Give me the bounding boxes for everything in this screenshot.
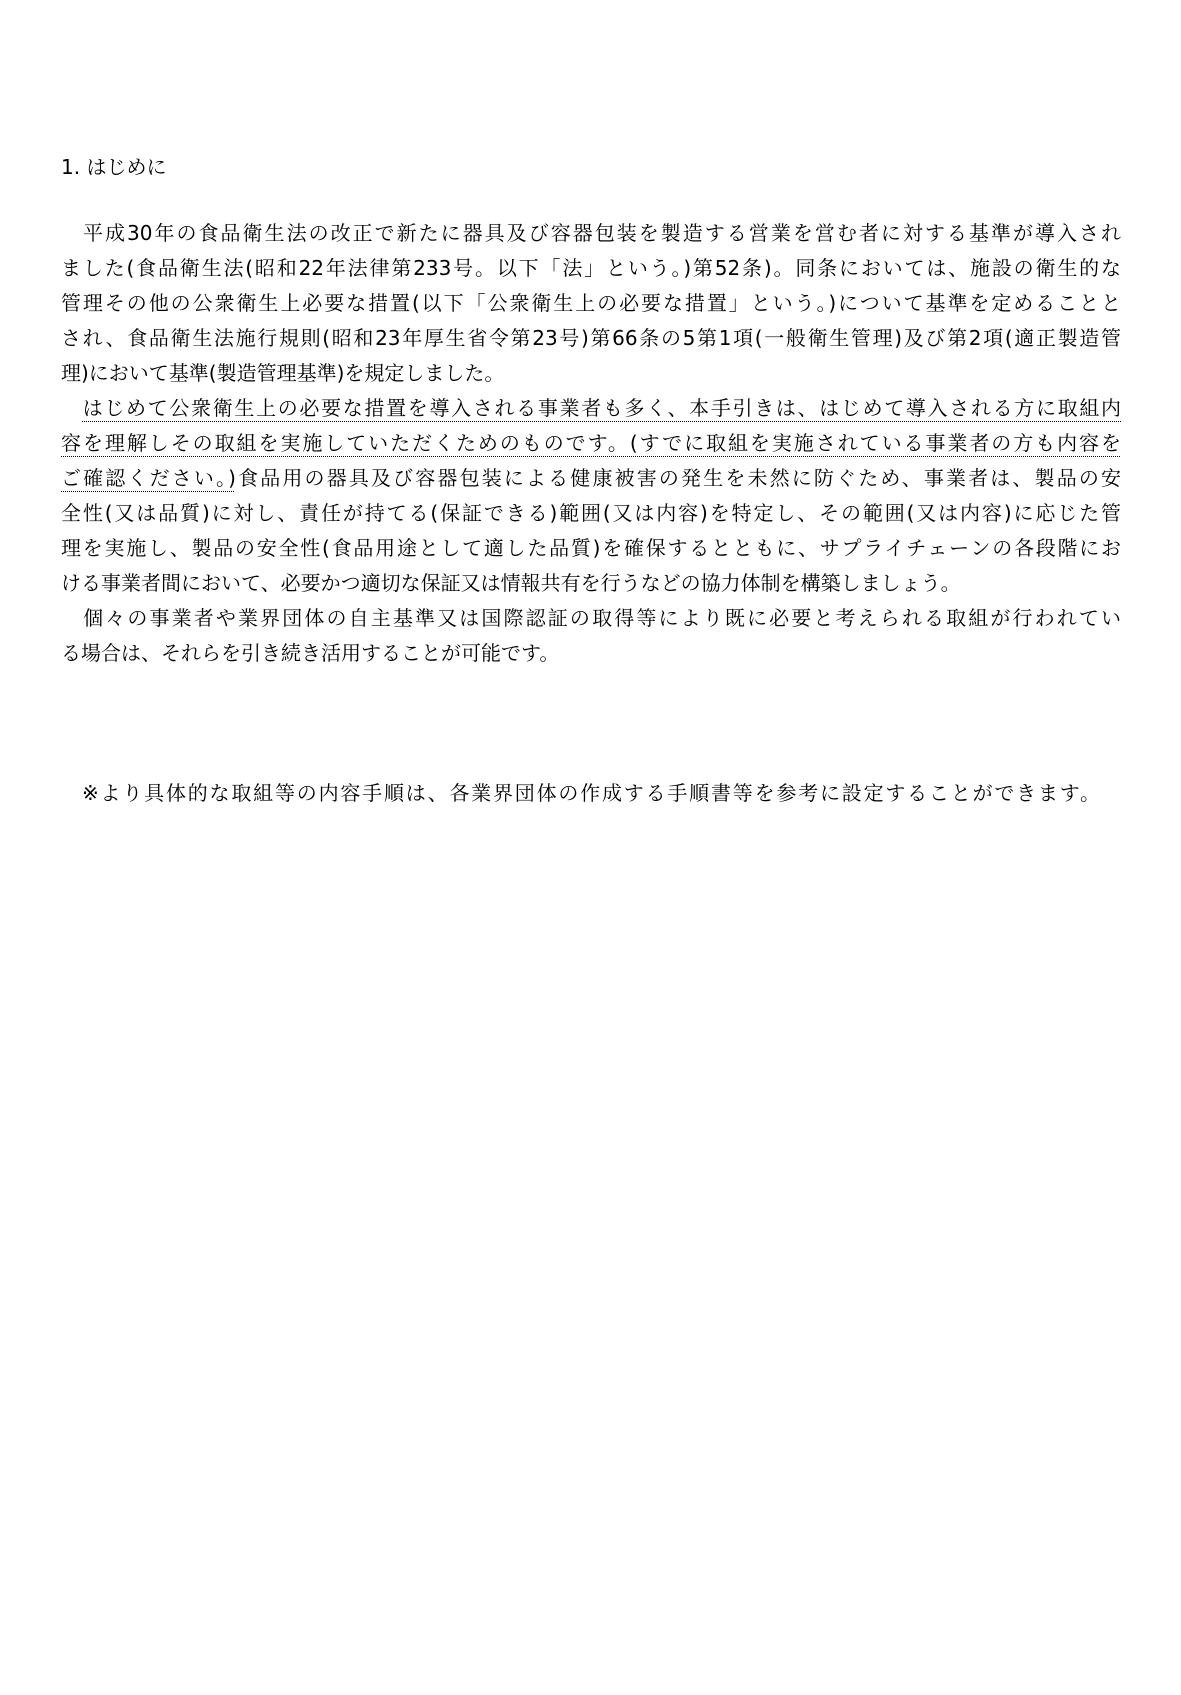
document-body — [61, 216, 1121, 671]
text-line: 個々の事業者や業界団体の自主基準又は国際認証の取得等により既に必要と考えられる取組が行われてい — [61, 606, 1121, 630]
text-span: 食品用の器具及び容器包装による健康被害の発生を未然に防ぐため、事業者は、製品の安 — [235, 466, 1121, 490]
footnote: ※より具体的な取組等の内容手順は、各業界団体の作成する手順書等を参考に設定することができます。 — [82, 781, 1100, 805]
underlined-text: ご確認ください。) — [61, 466, 236, 490]
section-heading: 1. はじめに — [61, 155, 167, 179]
text-line — [61, 391, 1121, 426]
indent — [61, 396, 83, 420]
text-line: 管理その他の公衆衛生上必要な措置(以下「公衆衛生上の必要な措置」という。)について基準を定めることと — [61, 291, 1121, 315]
text-line: 理を実施し、製品の安全性(食品用途として適した品質)を確保するとともに、サプライチェーンの各段階にお — [61, 536, 1121, 560]
underlined-text: 容を理解しその取組を実施していただくためのものです。(すでに取組を実施されている事業者の方も内容を — [61, 431, 1121, 455]
text-line: 理)において基準(製造管理基準)を規定しました。 — [61, 361, 505, 385]
paragraph-3 — [61, 601, 1121, 671]
text-line: され、食品衛生法施行規則(昭和23年厚生省令第23号)第66条の5第1項(一般衛生管理)及び第2項(適正製造管 — [61, 326, 1121, 350]
text-line: ける事業者間において、必要かつ適切な保証又は情報共有を行うなどの協力体制を構築しましょう。 — [61, 571, 961, 595]
paragraph-2 — [61, 391, 1121, 601]
text-line — [61, 426, 1121, 461]
text-line: る場合は、それらを引き続き活用することが可能です。 — [61, 641, 560, 665]
text-line: 全性(又は品質)に対し、責任が持てる(保証できる)範囲(又は内容)を特定し、その範囲(又は内容)に応じた管 — [61, 501, 1121, 525]
text-line — [61, 461, 1121, 496]
paragraph-1 — [61, 216, 1121, 391]
underlined-text: はじめて公衆衛生上の必要な措置を導入される事業者も多く、本手引きは、はじめて導入される方に取組内 — [82, 396, 1122, 420]
text-line: ました(食品衛生法(昭和22年法律第233号。以下「法」という。)第52条)。同条においては、施設の衛生的な — [61, 256, 1121, 280]
text-line: 平成30年の食品衛生法の改正で新たに器具及び容器包装を製造する営業を営む者に対する基準が導入され — [61, 221, 1121, 245]
